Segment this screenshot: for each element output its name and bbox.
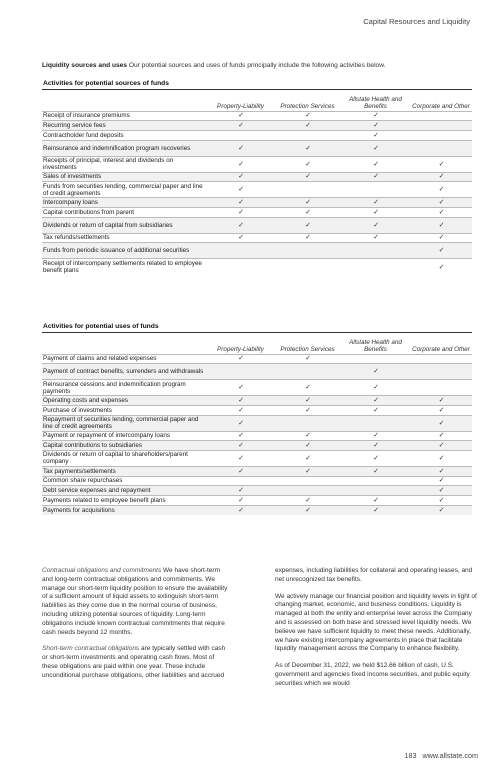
checkmark-icon: ✓ <box>410 405 472 415</box>
checkmark-icon: ✓ <box>207 111 274 121</box>
row-label: Payment of contract benefits, surrenders and withdrawals <box>42 364 207 380</box>
column-header-corporate-other: Corporate and Other <box>412 345 470 353</box>
paragraph-heading: Short-term contractual obligations <box>42 645 140 653</box>
row-label: Dividends or return of capital to shareholders/parent company <box>42 450 207 466</box>
sources-table-row <box>42 140 472 156</box>
sources-table-row <box>42 130 472 140</box>
uses-table-row <box>42 364 472 380</box>
checkmark-icon: ✓ <box>341 466 410 476</box>
row-label: Capital contributions to subsidiaries <box>42 441 207 451</box>
checkmark-icon: ✓ <box>410 233 472 243</box>
checkmark-icon: ✓ <box>341 364 410 380</box>
checkmark-icon: ✓ <box>207 182 274 198</box>
checkmark-icon: ✓ <box>207 431 274 441</box>
checkmark-icon: ✓ <box>207 172 274 182</box>
checkmark-icon: ✓ <box>274 505 341 515</box>
checkmark-icon: ✓ <box>341 111 410 121</box>
sources-table-row <box>42 182 472 198</box>
empty-cell <box>207 364 274 380</box>
checkmark-icon: ✓ <box>207 121 274 131</box>
checkmark-icon: ✓ <box>207 450 274 466</box>
checkmark-icon: ✓ <box>410 396 472 406</box>
empty-cell <box>341 259 410 275</box>
checkmark-icon: ✓ <box>410 450 472 466</box>
row-label: Tax payments/settlements <box>42 466 207 476</box>
checkmark-icon: ✓ <box>410 182 472 198</box>
empty-cell <box>410 140 472 156</box>
sources-table-row <box>42 259 472 275</box>
row-label: Operating costs and expenses <box>42 396 207 406</box>
checkmark-icon: ✓ <box>207 496 274 506</box>
sources-table-row <box>42 198 472 208</box>
page-number: 183 <box>404 751 417 760</box>
sources-table-title: Activities for potential sources of funds <box>42 79 472 89</box>
body-column-right <box>275 567 480 697</box>
row-label: Debt service expenses and repayment <box>42 486 207 496</box>
checkmark-icon: ✓ <box>207 505 274 515</box>
checkmark-icon: ✓ <box>274 441 341 451</box>
row-label: Sales of investments <box>42 172 207 182</box>
paragraph-cash-holdings: As of December 31, 2022, we held $12.66 billion of cash, U.S. government and agencies fixed income securities, and public equity securities which we would <box>275 662 470 687</box>
row-label: Common share repurchases <box>42 476 207 486</box>
empty-cell <box>274 259 341 275</box>
empty-cell <box>274 130 341 140</box>
intro-paragraph <box>42 61 482 70</box>
row-label: Receipt of intercompany settlements related to employee benefit plans <box>42 259 207 275</box>
checkmark-icon: ✓ <box>410 505 472 515</box>
checkmark-icon: ✓ <box>341 396 410 406</box>
checkmark-icon: ✓ <box>341 121 410 131</box>
checkmark-icon: ✓ <box>274 405 341 415</box>
section-header: Capital Resources and Liquidity <box>363 17 470 26</box>
paragraph-expenses: expenses, including liabilities for collateral and operating leases, and net unrecognized tax benefits. <box>275 567 473 583</box>
checkmark-icon: ✓ <box>410 466 472 476</box>
uses-table-title: Activities for potential uses of funds <box>42 322 472 332</box>
row-label: Funds from securities lending, commercial paper and line of credit agreements <box>42 182 207 198</box>
checkmark-icon: ✓ <box>410 207 472 217</box>
empty-cell <box>341 243 410 259</box>
checkmark-icon: ✓ <box>274 496 341 506</box>
row-label: Capital contributions from parent <box>42 207 207 217</box>
empty-cell <box>274 476 341 486</box>
checkmark-icon: ✓ <box>341 431 410 441</box>
uses-table-row <box>42 354 472 364</box>
empty-cell <box>410 364 472 380</box>
checkmark-icon: ✓ <box>341 217 410 233</box>
row-label: Intercompany loans <box>42 198 207 208</box>
uses-table-row <box>42 441 472 451</box>
checkmark-icon: ✓ <box>207 140 274 156</box>
checkmark-icon: ✓ <box>410 172 472 182</box>
column-header-property-liability: Property-Liability <box>217 345 264 353</box>
uses-table-row <box>42 486 472 496</box>
checkmark-icon: ✓ <box>410 198 472 208</box>
empty-cell <box>274 243 341 259</box>
sources-table-row <box>42 172 472 182</box>
checkmark-icon: ✓ <box>410 415 472 431</box>
sources-table <box>42 79 472 275</box>
checkmark-icon: ✓ <box>207 441 274 451</box>
empty-cell <box>410 130 472 140</box>
uses-table-row <box>42 405 472 415</box>
empty-cell <box>410 354 472 364</box>
row-label: Contractholder fund deposits <box>42 130 207 140</box>
uses-table-row <box>42 396 472 406</box>
empty-cell <box>274 182 341 198</box>
sources-table-row <box>42 207 472 217</box>
checkmark-icon: ✓ <box>207 354 274 364</box>
checkmark-icon: ✓ <box>410 476 472 486</box>
checkmark-icon: ✓ <box>410 486 472 496</box>
checkmark-icon: ✓ <box>207 233 274 243</box>
paragraph-short-term-obligations: Short-term contractual obligations are typically settled with cash or short-term investments and operating cash flows. Most of these obligations are paid within one year. These include unconditional purchase obligations, other liabilities and accrued <box>42 645 226 679</box>
empty-cell <box>410 111 472 121</box>
checkmark-icon: ✓ <box>341 172 410 182</box>
empty-cell <box>207 476 274 486</box>
column-header-allstate-health: Allstate Health and Benefits <box>349 338 402 353</box>
page-footer <box>400 751 478 760</box>
checkmark-icon: ✓ <box>274 111 341 121</box>
uses-table-wrapper <box>42 322 472 515</box>
uses-table-row <box>42 496 472 506</box>
row-label: Tax refunds/settlements <box>42 233 207 243</box>
empty-cell <box>410 121 472 131</box>
body-column-left <box>42 567 232 689</box>
intro-text: Our potential sources and uses of funds principally include the following activities below. <box>128 62 386 69</box>
checkmark-icon: ✓ <box>274 198 341 208</box>
uses-table-row <box>42 415 472 431</box>
empty-cell <box>341 182 410 198</box>
checkmark-icon: ✓ <box>410 243 472 259</box>
row-label: Receipt of insurance premiums <box>42 111 207 121</box>
checkmark-icon: ✓ <box>341 140 410 156</box>
sources-table-row <box>42 156 472 172</box>
row-label: Reinsurance and indemnification program recoveries <box>42 140 207 156</box>
empty-cell <box>341 354 410 364</box>
sources-table-row <box>42 111 472 121</box>
checkmark-icon: ✓ <box>410 217 472 233</box>
checkmark-icon: ✓ <box>341 130 410 140</box>
sources-table-wrapper <box>42 79 472 275</box>
row-label: Reinsurance cessions and indemnification program payments <box>42 380 207 396</box>
checkmark-icon: ✓ <box>341 496 410 506</box>
checkmark-icon: ✓ <box>207 396 274 406</box>
paragraph-heading: Contractual obligations and commitments <box>42 567 162 574</box>
checkmark-icon: ✓ <box>341 380 410 396</box>
uses-table-row <box>42 380 472 396</box>
row-label: Payments related to employee benefit plans <box>42 496 207 506</box>
uses-table-body <box>42 354 472 515</box>
uses-table-row <box>42 450 472 466</box>
uses-table-row <box>42 505 472 515</box>
uses-table-row <box>42 466 472 476</box>
checkmark-icon: ✓ <box>274 121 341 131</box>
empty-cell <box>274 486 341 496</box>
row-label: Payments for acquisitions <box>42 505 207 515</box>
column-header-protection-services: Protection Services <box>280 345 335 353</box>
paragraph-contractual-obligations: Contractual obligations and commitments We have short-term and long-term contractual obligations and commitments. We manage our short-term liquidity position to ensure the availability of a sufficient amount of liquid assets to extinguish short-term liabilities as they come due in the normal course of business, including utilizing potential sources of liquidity. Long-term obligations include known contractual commitments that require cash needs beyond 12 months. <box>42 567 228 636</box>
checkmark-icon: ✓ <box>207 156 274 172</box>
empty-cell <box>341 476 410 486</box>
uses-table <box>42 322 472 515</box>
column-header-protection-services: Protection Services <box>280 102 335 110</box>
checkmark-icon: ✓ <box>341 198 410 208</box>
checkmark-icon: ✓ <box>410 431 472 441</box>
checkmark-icon: ✓ <box>274 233 341 243</box>
checkmark-icon: ✓ <box>274 431 341 441</box>
checkmark-icon: ✓ <box>207 217 274 233</box>
checkmark-icon: ✓ <box>274 207 341 217</box>
empty-cell <box>410 380 472 396</box>
sources-table-body <box>42 111 472 275</box>
checkmark-icon: ✓ <box>207 198 274 208</box>
checkmark-icon: ✓ <box>207 380 274 396</box>
checkmark-icon: ✓ <box>410 156 472 172</box>
checkmark-icon: ✓ <box>274 466 341 476</box>
checkmark-icon: ✓ <box>207 486 274 496</box>
row-label: Purchase of investments <box>42 405 207 415</box>
checkmark-icon: ✓ <box>274 396 341 406</box>
checkmark-icon: ✓ <box>207 466 274 476</box>
sources-table-row <box>42 233 472 243</box>
checkmark-icon: ✓ <box>274 450 341 466</box>
checkmark-icon: ✓ <box>341 441 410 451</box>
uses-table-row <box>42 476 472 486</box>
row-label: Payment or repayment of intercompany loans <box>42 431 207 441</box>
checkmark-icon: ✓ <box>341 450 410 466</box>
row-label: Recurring service fees <box>42 121 207 131</box>
row-label: Repayment of securities lending, commercial paper and line of credit agreements <box>42 415 207 431</box>
row-label: Payment of claims and related expenses <box>42 354 207 364</box>
sources-table-row <box>42 243 472 259</box>
checkmark-icon: ✓ <box>274 156 341 172</box>
checkmark-icon: ✓ <box>410 259 472 275</box>
empty-cell <box>274 415 341 431</box>
column-header-property-liability: Property-Liability <box>217 102 264 110</box>
checkmark-icon: ✓ <box>274 217 341 233</box>
checkmark-icon: ✓ <box>410 496 472 506</box>
checkmark-icon: ✓ <box>207 405 274 415</box>
checkmark-icon: ✓ <box>274 380 341 396</box>
checkmark-icon: ✓ <box>274 172 341 182</box>
empty-cell <box>274 364 341 380</box>
intro-heading: Liquidity sources and uses <box>42 62 128 69</box>
website-link[interactable]: www.allstate.com <box>422 751 478 760</box>
empty-cell <box>341 486 410 496</box>
row-label: Dividends or return of capital from subsidiaries <box>42 217 207 233</box>
checkmark-icon: ✓ <box>274 354 341 364</box>
row-label: Receipts of principal, interest and dividends on investments <box>42 156 207 172</box>
checkmark-icon: ✓ <box>341 207 410 217</box>
sources-table-row <box>42 121 472 131</box>
column-header-corporate-other: Corporate and Other <box>412 102 470 110</box>
checkmark-icon: ✓ <box>341 156 410 172</box>
checkmark-icon: ✓ <box>207 415 274 431</box>
empty-cell <box>341 415 410 431</box>
row-label: Funds from periodic issuance of additional securities <box>42 243 207 259</box>
checkmark-icon: ✓ <box>410 441 472 451</box>
empty-cell <box>207 259 274 275</box>
sources-table-row <box>42 217 472 233</box>
column-header-allstate-health: Allstate Health and Benefits <box>349 95 402 110</box>
checkmark-icon: ✓ <box>341 233 410 243</box>
empty-cell <box>207 130 274 140</box>
checkmark-icon: ✓ <box>274 140 341 156</box>
paragraph-liquidity-management: We actively manage our financial position and liquidity levels in light of changing market, economic, and business conditions. Liquidity is managed at both the entity and enterprise level across the Company and is assessed on both base and stressed level liquidity needs. We believe we have sufficient liquidity to meet these needs. Additionally, we have existing intercompany agreements in place that facilitate liquidity management across the Company to enhance flexibility. <box>275 592 477 653</box>
uses-table-row <box>42 431 472 441</box>
empty-cell <box>207 243 274 259</box>
checkmark-icon: ✓ <box>207 207 274 217</box>
checkmark-icon: ✓ <box>341 505 410 515</box>
checkmark-icon: ✓ <box>341 405 410 415</box>
